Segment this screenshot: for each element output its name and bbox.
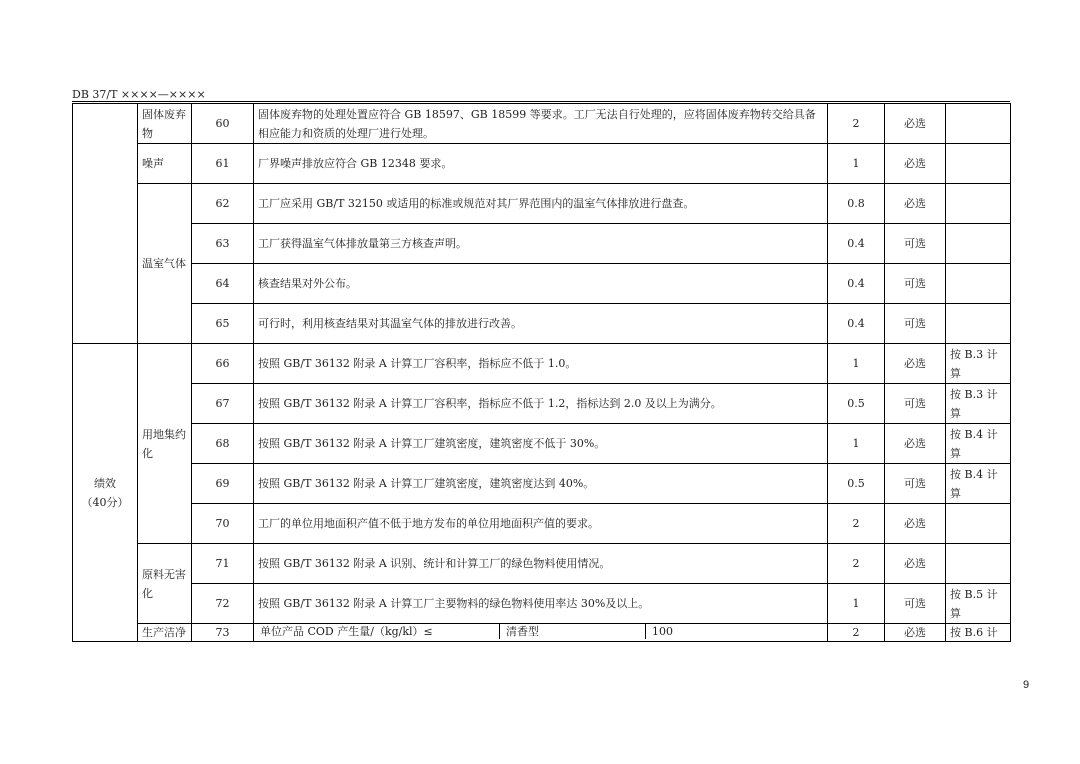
table-row (73, 264, 1011, 304)
evaluation-table (72, 103, 1011, 642)
item-number: 63 (192, 224, 254, 264)
type-cell: 必选 (885, 544, 946, 584)
score-cell: 0.4 (828, 304, 885, 344)
table-row (73, 144, 1011, 184)
item-number: 70 (192, 504, 254, 544)
table-row (73, 184, 1011, 224)
table-row (73, 224, 1011, 264)
requirement-text: 工厂获得温室气体排放量第三方核查声明。 (254, 224, 828, 264)
blank-big-category-cell (73, 104, 138, 344)
requirement-text: 按照 GB/T 36132 附录 A 计算工厂主要物料的绿色物料使用率达 30%及以上。 (254, 584, 828, 624)
table-row (73, 104, 1011, 144)
category-cell: 用地集约化 (138, 344, 192, 544)
indicator-label: 单位产品 COD 产生量/（kg/kl）≤ (254, 624, 500, 639)
note-cell (946, 144, 1011, 184)
item-number: 69 (192, 464, 254, 504)
score-cell: 1 (828, 344, 885, 384)
item-number: 68 (192, 424, 254, 464)
item-number: 71 (192, 544, 254, 584)
requirement-text: 按照 GB/T 36132 附录 A 识别、统计和计算工厂的绿色物料使用情况。 (254, 544, 828, 584)
note-cell: 按 B.5 计算 (946, 584, 1011, 624)
score-cell: 1 (828, 424, 885, 464)
doc-code: DB 37/T ××××—×××× (72, 88, 206, 101)
table-row (73, 624, 1011, 642)
item-number: 61 (192, 144, 254, 184)
note-cell: 按 B.4 计算 (946, 464, 1011, 504)
note-cell: 按 B.3 计算 (946, 344, 1011, 384)
liquor-type: 清香型 (500, 624, 646, 639)
limit-value: 100 (652, 625, 673, 638)
type-cell: 必选 (885, 184, 946, 224)
requirement-text: 按照 GB/T 36132 附录 A 计算工厂容积率，指标应不低于 1.2，指标达到 2.0 及以上为满分。 (254, 384, 828, 424)
type-cell: 可选 (885, 304, 946, 344)
table-row (73, 384, 1011, 424)
requirement-text: 厂界噪声排放应符合 GB 12348 要求。 (254, 144, 828, 184)
note-cell: 按 B.3 计算 (946, 384, 1011, 424)
item-number: 66 (192, 344, 254, 384)
type-cell: 可选 (885, 264, 946, 304)
note-cell (946, 504, 1011, 544)
requirement-text: 工厂的单位用地面积产值不低于地方发布的单位用地面积产值的要求。 (254, 504, 828, 544)
score-cell: 1 (828, 144, 885, 184)
score-cell: 1 (828, 584, 885, 624)
table-row (73, 504, 1011, 544)
score-cell: 0.8 (828, 184, 885, 224)
requirement-subcells (254, 624, 828, 642)
note-cell (946, 544, 1011, 584)
item-number: 67 (192, 384, 254, 424)
table-row (73, 544, 1011, 584)
type-cell: 必选 (885, 104, 946, 144)
requirement-text: 按照 GB/T 36132 附录 A 计算工厂建筑密度，建筑密度达到 40%。 (254, 464, 828, 504)
requirement-text: 按照 GB/T 36132 附录 A 计算工厂建筑密度，建筑密度不低于 30%。 (254, 424, 828, 464)
score-cell: 0.4 (828, 264, 885, 304)
table-row (73, 464, 1011, 504)
big-category-label: 绩效 (94, 476, 116, 490)
big-category-score: （40分） (81, 495, 129, 509)
table-row (73, 424, 1011, 464)
type-cell: 可选 (885, 584, 946, 624)
requirement-text: 核查结果对外公布。 (254, 264, 828, 304)
note-cell (946, 224, 1011, 264)
type-cell: 可选 (885, 464, 946, 504)
note-cell (946, 304, 1011, 344)
category-cell: 原料无害化 (138, 544, 192, 624)
category-cell: 生产洁净 (138, 624, 192, 642)
category-cell: 噪声 (138, 144, 192, 184)
item-number: 72 (192, 584, 254, 624)
score-cell: 2 (828, 544, 885, 584)
score-cell: 0.5 (828, 384, 885, 424)
item-number: 64 (192, 264, 254, 304)
score-cell: 0.5 (828, 464, 885, 504)
note-cell (946, 264, 1011, 304)
type-cell: 必选 (885, 504, 946, 544)
item-number: 73 (192, 624, 254, 642)
table-row (73, 304, 1011, 344)
header-rule (72, 101, 1010, 102)
item-number: 65 (192, 304, 254, 344)
requirement-text: 可行时，利用核查结果对其温室气体的排放进行改善。 (254, 304, 828, 344)
requirement-text: 工厂应采用 GB/T 32150 或适用的标准或规范对其厂界范围内的温室气体排放进行盘查。 (254, 184, 828, 224)
table-row (73, 584, 1011, 624)
type-cell: 必选 (885, 624, 946, 642)
item-number: 62 (192, 184, 254, 224)
score-cell: 2 (828, 504, 885, 544)
type-cell: 必选 (885, 424, 946, 464)
type-cell: 可选 (885, 224, 946, 264)
type-cell: 必选 (885, 344, 946, 384)
page-number: 9 (1023, 679, 1030, 691)
note-cell (946, 184, 1011, 224)
score-cell: 0.4 (828, 224, 885, 264)
score-cell: 2 (828, 104, 885, 144)
requirement-text: 固体废弃物的处理处置应符合 GB 18597、GB 18599 等要求。工厂无法自行处理的，应将固体废弃物转交给具备相应能力和资质的处理厂进行处理。 (254, 104, 828, 144)
note-cell (946, 104, 1011, 144)
score-cell: 2 (828, 624, 885, 642)
category-cell: 温室气体 (138, 184, 192, 344)
item-number: 60 (192, 104, 254, 144)
note-cell: 按 B.4 计算 (946, 424, 1011, 464)
category-cell: 固体废弃物 (138, 104, 192, 144)
requirement-text: 按照 GB/T 36132 附录 A 计算工厂容积率，指标应不低于 1.0。 (254, 344, 828, 384)
type-cell: 可选 (885, 384, 946, 424)
type-cell: 必选 (885, 144, 946, 184)
big-category-cell (73, 344, 138, 642)
table-row (73, 344, 1011, 384)
note-cell: 按 B.6 计 (946, 624, 1011, 642)
